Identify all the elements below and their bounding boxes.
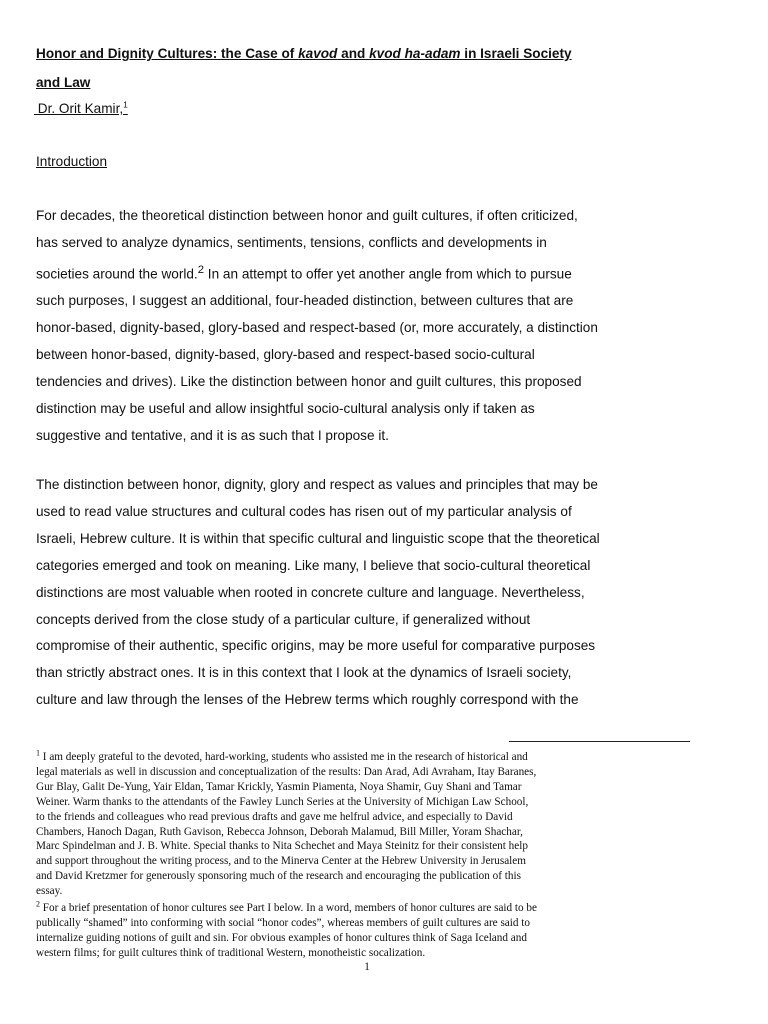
footnote-text: I am deeply grateful to the devoted, hard-working, students who assisted me in the research of historical and: [40, 751, 528, 763]
paragraph-line: such purposes, I suggest an additional, four-headed distinction, between cultures that are: [36, 293, 574, 309]
paragraph-line: has served to analyze dynamics, sentiments, tensions, conflicts and developments in: [36, 234, 547, 250]
footnote-number: 2: [36, 899, 40, 909]
author-name: Dr. Orit Kamir,: [34, 101, 124, 116]
footnote-number: 1: [36, 748, 40, 758]
paragraph-line: honor-based, dignity-based, glory-based and respect-based (or, more accurately, a distinction: [36, 320, 598, 336]
paragraph-line: compromise of their authentic, specific origins, may be more useful for comparative purposes: [36, 638, 596, 654]
section-heading: Introduction: [36, 154, 108, 169]
paper-title-line-2: and Law: [36, 75, 91, 90]
paragraph-line: concepts derived from the close study of a particular culture, if generalized without: [36, 611, 531, 627]
paragraph-line: For decades, the theoretical distinction between honor and guilt cultures, if often criticized,: [36, 208, 578, 223]
footnote-line: legal materials as well in discussion and conceptualization of the results: Dan Arad, Adi Avraham, Itay Baranes,: [36, 765, 537, 778]
title-term-kvod-ha-adam: kvod ha-adam: [369, 46, 461, 61]
paragraph-line: distinctions are most valuable when rooted in concrete culture and language. Nevertheless,: [36, 584, 585, 600]
paragraph-line: categories emerged and took on meaning. Like many, I believe that socio-cultural theoretical: [36, 557, 591, 573]
footnote-text: For a brief presentation of honor cultures see Part I below. In a word, members of honor cultures are said to be: [40, 902, 537, 914]
title-text: Honor and Dignity Cultures: the Case of: [36, 46, 299, 61]
footnote-line: Chambers, Hanoch Dagan, Ruth Gavison, Rebecca Johnson, Deborah Malamud, Bill Miller, Yoram Shachar,: [36, 825, 523, 838]
paragraph-line: tendencies and drives). Like the distinction between honor and guilt cultures, this proposed: [36, 373, 582, 389]
paragraph-line: used to read value structures and cultural codes has risen out of my particular analysis of: [36, 503, 572, 519]
footnote-separator: [509, 741, 690, 742]
footnote-2: [36, 901, 616, 961]
footnote-line: Gur Blay, Galit De-Yung, Yair Eldan, Tamar Krickly, Yasmin Piamenta, Noya Shamir, Guy Shani and Tamar: [36, 780, 522, 793]
footnote-line: and David Kretzmer for generously sponsoring much of the research and encouraging the publication of this: [36, 870, 521, 883]
footnote-line: and support throughout the writing process, and to the Minerva Center at the Hebrew University in Jerusalem: [36, 855, 526, 868]
title-term-kavod: kavod: [298, 46, 338, 61]
page-number: 1: [364, 961, 370, 973]
paragraph-line: culture and law through the lenses of the Hebrew terms which roughly correspond with the: [36, 692, 579, 708]
footnote-line: to the friends and colleagues who read previous drafts and gave me helfrul advice, and especially to David: [36, 810, 513, 823]
footnote-line: western films; for guilt cultures think of traditional Western, monotheistic socalization.: [36, 946, 426, 959]
paragraph-line: between honor-based, dignity-based, glory-based and respect-based socio-cultural: [36, 347, 535, 363]
paragraph-line: than strictly abstract ones. It is in this context that I look at the dynamics of Israeli society,: [36, 665, 572, 681]
footnote-line: essay.: [36, 885, 63, 898]
footnote-line: Marc Spindelman and J. B. White. Special thanks to Nita Schechet and Maya Steinitz for their consistent help: [36, 840, 528, 853]
paragraph-text: In an attempt to offer yet another angle from which to pursue: [204, 266, 572, 282]
footnote-reference-2[interactable]: 2: [197, 263, 205, 276]
footnote-line: [36, 901, 616, 916]
author-line: [34, 101, 128, 116]
title-text: and: [337, 46, 370, 61]
paragraph-1: [36, 203, 676, 450]
footnote-1: [36, 750, 616, 899]
footnote-reference-1[interactable]: 1: [123, 99, 128, 110]
paragraph-line: [36, 257, 676, 288]
footnote-line: [36, 750, 616, 765]
footnote-line: internalize guiding notions of guilt and sin. For obvious examples of honor cultures think of Saga Iceland and: [36, 931, 527, 944]
paper-title-line-1: [36, 46, 572, 61]
paragraph-line: distinction may be useful and allow insightful socio-cultural analysis only if taken as: [36, 400, 535, 416]
paragraph-line: The distinction between honor, dignity, glory and respect as values and principles that may be: [36, 477, 598, 492]
paragraph-2: [36, 472, 676, 714]
paragraph-text: societies around the world.: [36, 266, 198, 282]
paragraph-line: suggestive and tentative, and it is as such that I propose it.: [36, 427, 389, 443]
footnote-line: Weiner. Warm thanks to the attendants of the Fawley Lunch Series at the University of Michigan Law School,: [36, 795, 529, 808]
paragraph-line: Israeli, Hebrew culture. It is within that specific cultural and linguistic scope that the theoretical: [36, 530, 600, 546]
footnote-line: publically “shamed” into conforming with social “honor codes”, whereas members of guilt cultures are said to: [36, 916, 530, 929]
title-text: in Israeli Society: [460, 46, 572, 61]
